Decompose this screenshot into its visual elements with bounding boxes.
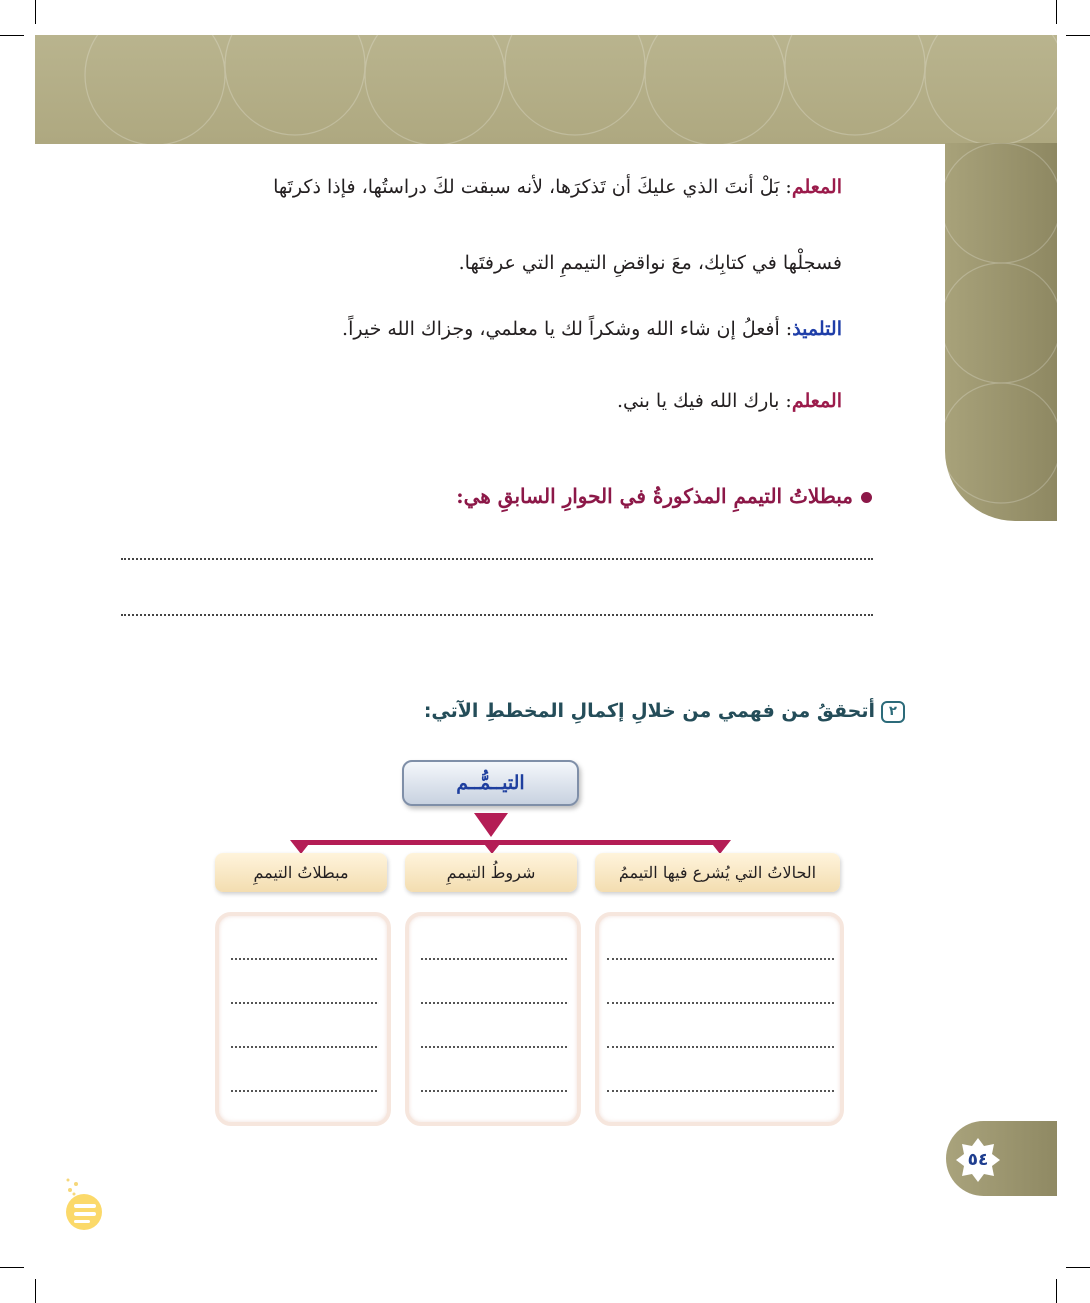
dialogue-line-1	[273, 176, 842, 198]
answer-line[interactable]	[421, 958, 567, 960]
answer-box-conditions[interactable]	[405, 912, 581, 1126]
answer-line[interactable]	[607, 1002, 834, 1004]
answer-box-cases[interactable]	[595, 912, 844, 1126]
separator: :	[779, 390, 792, 412]
answer-line[interactable]	[607, 958, 834, 960]
separator: :	[779, 318, 793, 340]
crop-mark	[1066, 35, 1090, 36]
dialogue-text: بَلْ أنتَ الذي عليكَ أن تَذكرَها، لأنه سبقت لكَ دراستُها، فإذا ذكرتَها	[273, 176, 780, 198]
connector-arrow	[474, 813, 508, 837]
dialogue-text: فسجلْها في كتابِك، معَ نواقضِ التيممِ التي عرفتَها.	[458, 252, 842, 274]
bullet-icon	[861, 492, 872, 503]
speaker-student: التلميذ	[792, 318, 842, 340]
crop-mark	[35, 0, 36, 24]
dialogue-line-4	[617, 390, 842, 412]
speaker-teacher: المعلم	[791, 176, 842, 198]
answer-line[interactable]	[421, 1046, 567, 1048]
activity-text: أتحققُ من فهمي من خلالِ إكمالِ المخططِ الآتي:	[423, 700, 875, 722]
separator: :	[779, 176, 792, 198]
connector-arrow	[290, 840, 312, 854]
question-text: مبطلاتُ التيممِ المذكورةُ في الحوارِ السابقِ هي:	[456, 484, 853, 508]
dialogue-line-3	[342, 318, 842, 340]
branch-line	[300, 840, 724, 845]
page-number: ٥٤	[967, 1150, 989, 1170]
question-heading	[456, 484, 872, 508]
answer-line[interactable]	[121, 614, 873, 616]
category-conditions: شروطُ التيممِ	[405, 853, 577, 892]
answer-line[interactable]	[231, 958, 377, 960]
crop-mark	[1056, 1279, 1057, 1303]
dialogue-text: بارك الله فيك يا بني.	[616, 390, 780, 412]
crop-mark	[35, 1279, 36, 1303]
category-cases: الحالاتُ التي يُشرع فيها التيممُ	[595, 853, 840, 892]
activity-title	[424, 700, 905, 723]
diagram-root: التيــمُّــم	[402, 760, 579, 806]
crop-mark	[1066, 1267, 1090, 1268]
category-nullifiers: مبطلاتُ التيممِ	[215, 853, 387, 892]
answer-line[interactable]	[121, 558, 873, 560]
answer-line[interactable]	[231, 1002, 377, 1004]
dialogue-text: أفعلُ إن شاء الله وشكراً لك يا معلمي، وجزاك الله خيراً.	[342, 318, 780, 340]
crop-mark	[0, 35, 24, 36]
header-band	[35, 35, 1057, 144]
answer-line[interactable]	[231, 1046, 377, 1048]
dialogue-line-2	[459, 252, 842, 274]
speaker-teacher: المعلم	[791, 390, 842, 412]
answer-line[interactable]	[607, 1046, 834, 1048]
activity-number: ٢	[881, 701, 905, 723]
connector-arrow	[709, 840, 731, 854]
answer-box-nullifiers[interactable]	[215, 912, 391, 1126]
answer-line[interactable]	[421, 1090, 567, 1092]
side-band	[945, 143, 1057, 521]
crop-mark	[0, 1267, 24, 1268]
connector-arrow	[481, 840, 503, 854]
answer-line[interactable]	[231, 1090, 377, 1092]
crop-mark	[1056, 0, 1057, 24]
publisher-logo-icon	[60, 1176, 106, 1234]
answer-line[interactable]	[421, 1002, 567, 1004]
answer-line[interactable]	[607, 1090, 834, 1092]
